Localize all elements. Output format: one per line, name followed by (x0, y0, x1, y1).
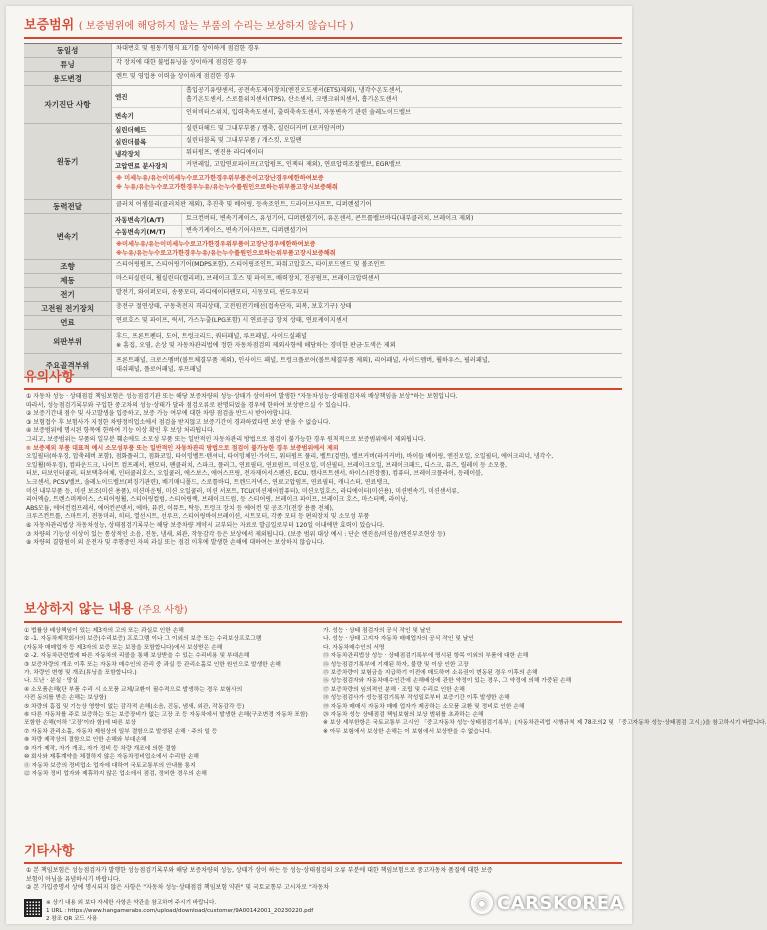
row-text: 실린더헤드 및 그내부부품 / 캠축, 실린더커버 (로커암커버) (186, 125, 345, 132)
sub-row (112, 214, 622, 226)
caution-item: ② 보증기간내 점수 및 사고발생을 입증하고, 보증 가능 여부에 대한 차량 점검을 반드시 받아야합니다. (26, 410, 292, 418)
row-text: 인히비터스위치, 입력축속도센서, 출력축속도센서, 자동변속기 관련 솔레노이드밸브 (186, 109, 411, 116)
caution-item: 오일필터(하우징, 압축레버 포함), 점화플러그, 점화코일, 타이밍벨트·텐셔너, 타이밍체인·가이드, 워터펌프 풀리, 벨트(겉면), 밸브커버(라커커버), 바이들 베어링, 엔진오일, 오일필터, 에어크리너, 냉각수, (26, 453, 554, 461)
other-title: 기타사항 (24, 844, 75, 859)
table-row-self-diagnosis (24, 86, 622, 124)
table-row (24, 200, 622, 214)
other-item: 보험이 아님을 유념하시기 바랍니다. (26, 875, 121, 883)
table-row (24, 288, 622, 302)
sub-row (112, 226, 622, 238)
scope-title: 보증범위 (24, 18, 75, 33)
row-category: 용도변경 (24, 72, 112, 85)
row-category: 주요골격부위 (24, 354, 112, 377)
exclusions-heading (24, 602, 622, 619)
note-text: ※ 미세누유/유는이미세누수로고가한경우위부품은이고장난경우에한하여보증 (116, 175, 324, 182)
row-text: 대쉬패널, 플로어패널, 루프패널 (116, 366, 202, 373)
footer-url[interactable]: 1 URL : https://www.hangamerabs.com/upload/download/customer/9A00142001_20230220.pdf (46, 908, 314, 914)
table-row (24, 72, 622, 86)
row-category: 동력전달 (24, 200, 112, 213)
caution-title: 유의사항 (24, 370, 75, 385)
sub-category: 냉각장치 (112, 148, 182, 159)
table-row-engine (24, 124, 622, 200)
caution-item: ① 자동차 성능 · 상태점검 책임보험은 성능점검기관 또는 해당 보증차량의 성능·상태가 상이하여 발생한 "자동차성능·상태점검자의 배상책임을 보상"하는 보험입니다. (26, 393, 458, 400)
exclusion-item: 포함한 손해(이하 '고장'이라 함)에 따른 보상 (24, 720, 137, 727)
exclusion-item: ※ 아무 보험에서 보상한 손해는 이 보험에서 보상받을 수 없습니다. (323, 728, 492, 735)
exclusion-item: ⑳ 자동차 성능 상태점검 책임보험의 보상 범위를 초과하는 손해 (323, 712, 484, 719)
row-category: 제동 (24, 274, 112, 287)
row-category: 원동기 (24, 124, 112, 199)
exclusion-item: (자동차 매매업자 등 제3자의 보증 또는 보장을 포함합니다)에서 보상받은 손해 (24, 644, 223, 651)
row-text: 차대번호 및 원동기형식 표기를 상이하게 점검한 경우 (116, 45, 260, 52)
exclusions-left-column (24, 627, 323, 778)
caution-item: 터보, 터보인터쿨러, 터보택추어체, 인터쿨러호스, 오일쿨러, 에스보스, 에어스프링, 전자제어서스펜션, ECU, 캠샤프트센서, 하이스(전장품), 컴퓨터, 브레이크플라이, 등레이블, (26, 470, 483, 478)
row-text: 클러치 어셈블리(클러치판 제외), 추진축 및 베어링, 등속조인트, 드라이브샤프트, 디퍼렌셜기어 (116, 201, 372, 208)
exclusion-item: ⑰ 보증차량의 임의적인 분해 · 조립 및 수리로 인한 손해 (323, 686, 465, 693)
exclusion-item: ② -2. 자동차관련법에 따른 자동차의 리콜을 통해 보상받을 수 있는 수리비용 및 부대손해 (24, 653, 250, 660)
footer-text: 2 참조 QR 코드 사용 (46, 916, 98, 922)
sub-row (112, 136, 622, 148)
row-text: 흡입공기유량센서, 공전속도제어장치(엔진오도센서(ETS)제외), 냉각수온도센서, (186, 87, 403, 94)
footer (24, 899, 384, 923)
exclusion-item: 가. 성능 · 상태 점검자의 공식 작인 및 날인 (323, 628, 432, 634)
row-text: 변속기케이스, 변속기어샤프트, 디퍼렌셜기어 (186, 227, 308, 234)
exclusion-item: ⑤ 차량의 흠집 및 기능상 영향이 없는 감각적 손해(소음, 진동, 냄새, 외관, 작동감각 등) (24, 703, 245, 710)
caution-item: ⑦ 차량의 기능상 이상이 있는 통상적인 소음, 진동, 냄새, 외관, 작동감각 등은 보상에서 제외됩니다. (보증 범위 대상 예시 : 단순 엔진음/미션음/엔진부조현상 등) (26, 530, 446, 538)
qr-code-icon[interactable] (24, 899, 42, 917)
caution-list (24, 393, 622, 548)
row-category: 연료 (24, 316, 112, 329)
row-text: 발전기, 와이퍼모터, 송풍모터, 라디에이터팬모터, 시동모터, 윈도우모터 (116, 289, 310, 296)
exclusion-item: 가. 차량인 변형 및 개조(튜닝을 포함합니다.) (24, 670, 137, 677)
table-row-transmission (24, 214, 622, 260)
table-row (24, 302, 622, 316)
exclusions-section (24, 602, 767, 778)
row-category: 전기 (24, 288, 112, 301)
caution-section (24, 370, 622, 548)
row-category: 동일성 (24, 44, 112, 57)
exclusions-columns (24, 627, 767, 778)
sub-row (112, 124, 622, 136)
document-page (6, 6, 767, 924)
sub-row (112, 148, 622, 160)
table-row (24, 44, 622, 58)
row-category: 자기진단 사항 (24, 86, 112, 123)
exclusion-item: ⑧ 차량 제작상의 결함으로 인한 손해와 부대손해 (24, 737, 147, 744)
row-text: 충전구 절연상태, 구동축전지 격리상태, 고전원전기배선(접속단자, 피복, 보호기구) 상태 (116, 303, 352, 310)
exclusion-item: ⑮ 보증차량이 보험금을 지급하기 이전에 매도하여 소유권이 변동된 경우 이후의 손해 (323, 670, 538, 677)
row-category: 조향 (24, 260, 112, 273)
caution-item: ⑧ 차량의 결함원이 외 운전자 및 주행중인 자의 과실 또는 점검 이후에 발생한 손해에 대하여는 보상하지 않습니다. (26, 539, 325, 547)
exclusion-item: 나. 성능 · 상태 고지자 자동차 매매업자의 공식 작인 및 날인 (323, 636, 474, 643)
exclusion-item: ⑦ 자동차 관리소홀, 자동차 제원상의 일부 결함으로 발생된 손해 · 주의 일 등 (24, 728, 218, 735)
exclusion-item: ⑱ 성능점검사가 성능점검기록부 작성일로부터 보증기간 이후 발생한 손해 (323, 695, 510, 702)
sub-category: 자동변속기(A/T) (112, 214, 182, 225)
other-rule (24, 862, 622, 864)
exclusions-subtitle: (주요 사항) (138, 605, 188, 616)
caution-item: 리어엑슬, 트렌스퍼케이스, 스티어링휠, 스티어링컬럼, 스티어링랙, 브레이크드럼, 등 스티어링, 브레이크 파이프, 브레이크 호스, 마스터백, 라이닝, (26, 496, 408, 504)
row-text: 실린더블록 및 그내부부품 / 개스킷, 오일팬 (186, 137, 302, 144)
brand-watermark (471, 892, 624, 914)
scope-subtitle: ( 보증범위에 해당하지 않는 부품의 수리는 보상하지 않습니다 ) (78, 21, 354, 32)
other-item: ② 본 가입증명서 상에 명시되지 않은 사항은 "자동차 성능·상태점검 책임보험 약관" 및 국토교통부 고시자로 "자동차 (26, 884, 330, 892)
logo-icon: ◉ (471, 892, 493, 914)
table-row (24, 58, 622, 72)
exclusions-rule (24, 621, 622, 623)
caution-item: 오일휠(하우징), 컴파운드크, 나이트 컴프레서, 팬모터, 팬클러치, 스파크, 플러그, 연료필터, 연료펌프, 미션오일, 미션필터, 브레이크오일, 브레이크패드, 디스크, 퓨즈, 릴레이 등 소모품, (26, 461, 508, 469)
scope-heading (24, 18, 622, 35)
row-text: 마스터실린더, 휠실린더(캘리퍼), 브레이크 호스 및 파이프, 배력장치, 진공펌프, 브레이크압력센서 (116, 275, 380, 282)
caution-item: ③ 보험접수 후 보험사가 지정한 차량정비업소에서 점검을 받지않고 보증기간이 경과하였다면 보상 받을 수 없습니다. (26, 418, 331, 426)
caution-item: 따라서, 성능점검기록부와 구입한 중고차의 성능·상태가 달라 점검오류로 판명되었을 경우에 한하여 보상받으실 수 있습니다. (26, 401, 351, 409)
row-text: 토크컨버터, 변속기케이스, 유성기어, 디퍼렌셜기어, 유온센서, 콘트롤밸브바디(내부클러치, 브레이크 제외) (186, 215, 474, 222)
row-text: 프론트패널, 크로스멤버(볼트체결부품 제외), 인사이드 패널, 트렁크플로어(볼트체결부품 제외), 리어패널, 사이드멤버, 휠하우스, 필러패널, (116, 357, 490, 364)
caution-item: 미션 내부부품 등, 미션 보조(미션 용품), 미션마운팅, 미션 오일쿨러, 미션 서포트, TCU(미션제어컴퓨터), 미션오일호스, 라디에이터(미션용), 미션변속기, 미션센서류, (26, 487, 459, 495)
caution-item: 그리고, 보증범위는 부품의 일부분 훼손에도 소모성 부품 또는 일반적인 자동차관리 방법으로 점검이 불가능한 경우 원칙적으로 보증범위에서 제외됩니다. (26, 435, 426, 443)
row-category: 변속기 (24, 214, 112, 259)
scope-table (24, 43, 622, 378)
exclusion-item: ③ 보증차량의 개조 이후 또는 자동차 매수인의 관리 중 과실 등 관리소홀로 인한 원인으로 발생한 손해 (24, 661, 281, 668)
row-text: 연료호스 및 파이프, 릭서, 가스누출(LPG포함) 시 연료공급 장치 상태, 연료케이지센서 (116, 317, 348, 324)
exclusion-item: ① 법률상 배상책임이 있는 제3자의 고의 또는 과실로 인한 손해 (24, 628, 184, 634)
sub-category: 실린더블록 (112, 136, 182, 147)
table-row (24, 316, 622, 330)
row-category: 튜닝 (24, 58, 112, 71)
note-text: ※누유/유는누수로고가한경우누유/유는누수를원인으로하는위부품고장시보증해줘 (116, 250, 336, 257)
footer-text: ※ 상기 내용 외 보다 자세한 사항은 약관을 참고하여 주시기 바랍니다. (46, 900, 217, 906)
sub-row (112, 86, 622, 108)
warranty-scope-section (24, 18, 622, 378)
sub-category: 고압연료 분사장치 (112, 160, 182, 171)
exclusion-item: ⑥ 다른 자동차를 주로 보증하는 또는 보증장비가 없는 고장 조 등 자동차에서 발생한 손해(구조변경 자동차 포함) (24, 712, 308, 719)
row-text: 후드, 프론트펜더, 도어, 트렁크리드, 쿼터패널, 루프패널, 사이드실패널 (116, 333, 307, 340)
sub-category: 엔진 (112, 86, 182, 107)
table-row (24, 260, 622, 274)
exclusion-item: ※ 보상 세부한항은 국토교통부 고시인 「중고자동차 성능·상태점검기록부」(자동차관리법 시행규칙 제 78조의2 및 「중고자동차 성능·상태점검 고시」)을 참고하시기 바랍니다. (323, 720, 767, 727)
caution-item: 노크센서, PCSV밸브, 솔레노이드밸브(퍼징기관련), 배기매니폴드, 스로틀바디, 트렌드커넥스, 연료고압펌프, 연료필터, 캐니스터, 연료탱크, (26, 478, 390, 486)
exclusions-title: 보상하지 않는 내용 (24, 602, 134, 617)
exclusion-item: ⑭ 성능점검기록부에 기재된 하자, 불량 및 이상 인한 고장 (323, 661, 469, 668)
exclusion-item: ⑩ 회사와 제휴계약을 체결하지 않은 자동차정비업소에서 수리한 손해 (24, 754, 199, 761)
caution-item: ⑤ 보증제외 부품 대표적 예시 소모성부품 또는 일반적인 자동차관리 방법으로 점검이 불가능한 경우 보증범위에서 제외 (26, 444, 339, 452)
row-category: 외판부위 (24, 330, 112, 353)
row-text: 스티어링펌프, 스티어링기어(MDPS포함), 스티어링조인트, 파워고압호스, 타이로드엔드 및 볼조인트 (116, 261, 386, 268)
exclusion-item: ④ 소모품손해(단 부품 수리 시 소모품 교체/교환이 필수적으로 발생하는 경우 보험사의 (24, 686, 243, 693)
exclusion-item: ⑯ 성능점검자와 자동차매수인간에 손해배상에 관한 약정이 있는 경우, 그 약정에 의해 가중된 손해 (323, 678, 572, 685)
row-text: 각 장치에 대한 불법튜닝을 상이하게 점검한 경우 (116, 59, 248, 66)
exclusion-item: ⑨ 자가 제작, 자가 개조, 자가 정비 등 차량 개조에 의한 결함 (24, 745, 177, 752)
brand-name: CARSKOREA (497, 892, 624, 914)
scope-rule (24, 37, 622, 39)
other-item: ① 본 책임보험은 성능점검자가 발행한 성능점검기록부와 해당 보증차량의 성능, 상태가 상이 하는 등 성능·상태점검의 오류 부분에 대한 책임보험으로 중고자동차 품질에 대한 보증 (26, 867, 493, 874)
row-text: 흡기온도센서, 스로틀위치센서(TPS), 산소센서, 크랭크위치센서, 흡기온도센서 (186, 96, 398, 103)
row-text: 렌트 및 영업용 이력을 상이하게 점검한 경우 (116, 73, 236, 80)
caution-item: 크루즈컨트롤, 스마트키, 전동미러, 히터, 열선시트, 선루프, 스티어링바이브레이션, 시트모터, 각종 모터 등 편의장치 및 소모성 부품 (26, 513, 370, 521)
exclusion-item: 나. 도난 · 분실 · 망실 (24, 678, 78, 685)
sub-row (112, 160, 622, 172)
caution-item: ABS모듈, 에어컨컴프레서, 에어컨콘덴서, 에바, 퓨전, 이뮤트, 탁등, 트렁크 장치 등 에어컨 및 공조기(전장 용품 전체), (26, 504, 334, 512)
exclusion-item: 사전 동의를 받은 손해는 보상함) (24, 695, 107, 702)
sub-category: 변속기 (112, 108, 182, 123)
table-row-panel (24, 330, 622, 354)
exclusion-item: ⑪ 자동차 보증의 정비업소 업자에 대하여 국토교통부의 안내를 통지 (24, 762, 196, 769)
sub-category: 수동변속기(M/T) (112, 226, 182, 237)
row-text: 커먼레일, 고압연료파이프(고압펌프, 인젝터 제외), 연료압력조절밸브, EGR밸브 (186, 161, 401, 168)
sub-row (112, 108, 622, 123)
exclusions-right-column (323, 627, 767, 778)
sub-category: 실린더헤드 (112, 124, 182, 135)
caution-item: ④ 보증범위에 명시된 항목에 한하여 기능 이상 확인 후 보상 처리됩니다. (26, 427, 215, 435)
row-text: 워터펌프, 엔진용 라디에이터 (186, 149, 264, 156)
exclusion-item: ② -1. 자동차제작회사의 보증(수리보증) 프로그램 이나 그 이외의 보증 또는 수리보상프로그램 (24, 636, 262, 643)
exclusion-item: 다. 자동차매수인의 서명 (323, 644, 385, 651)
other-list (24, 867, 622, 893)
caution-rule (24, 388, 622, 390)
row-text: ※ 흠집, 오염, 손상 및 자동차관리법에 정한 자동차점검의 제외사항에 해당하는 경미한 판금·도색은 제외 (116, 342, 396, 349)
other-section (24, 844, 622, 893)
note-text: ※미세누유/유는이미세누수로고가한경우위부품이고장난경우에한하여보증 (116, 241, 316, 248)
row-category: 고전원 전기장치 (24, 302, 112, 315)
caution-item: ⑥ 자동차관리법상 자동차성능, 상태점검기록부는 해당 보증차량 계약시 교부되는 자료로 발급일로부터 120일 이내에만 효력이 있습니다. (26, 521, 385, 529)
note-text: ※ 누유/유는누수로고가한경우누유/유는누수를원인으로하는위부품고장시보증해줘 (116, 184, 338, 191)
exclusion-item: ⑫ 자동차 정비 업자와 제휴하지 않은 업소에서 점검, 정비한 경우의 손해 (24, 770, 207, 777)
table-row (24, 274, 622, 288)
exclusion-item: ⑬ 자동차관리법상 성능 · 상태점검기록부에 명시된 항목 이외의 부품에 대한 손해 (323, 653, 529, 660)
exclusion-item: ⑲ 자동차 매매시 자동차 매매 업자가 제공하는 소모품 교환 및 정비로 인한 손해 (323, 703, 525, 710)
